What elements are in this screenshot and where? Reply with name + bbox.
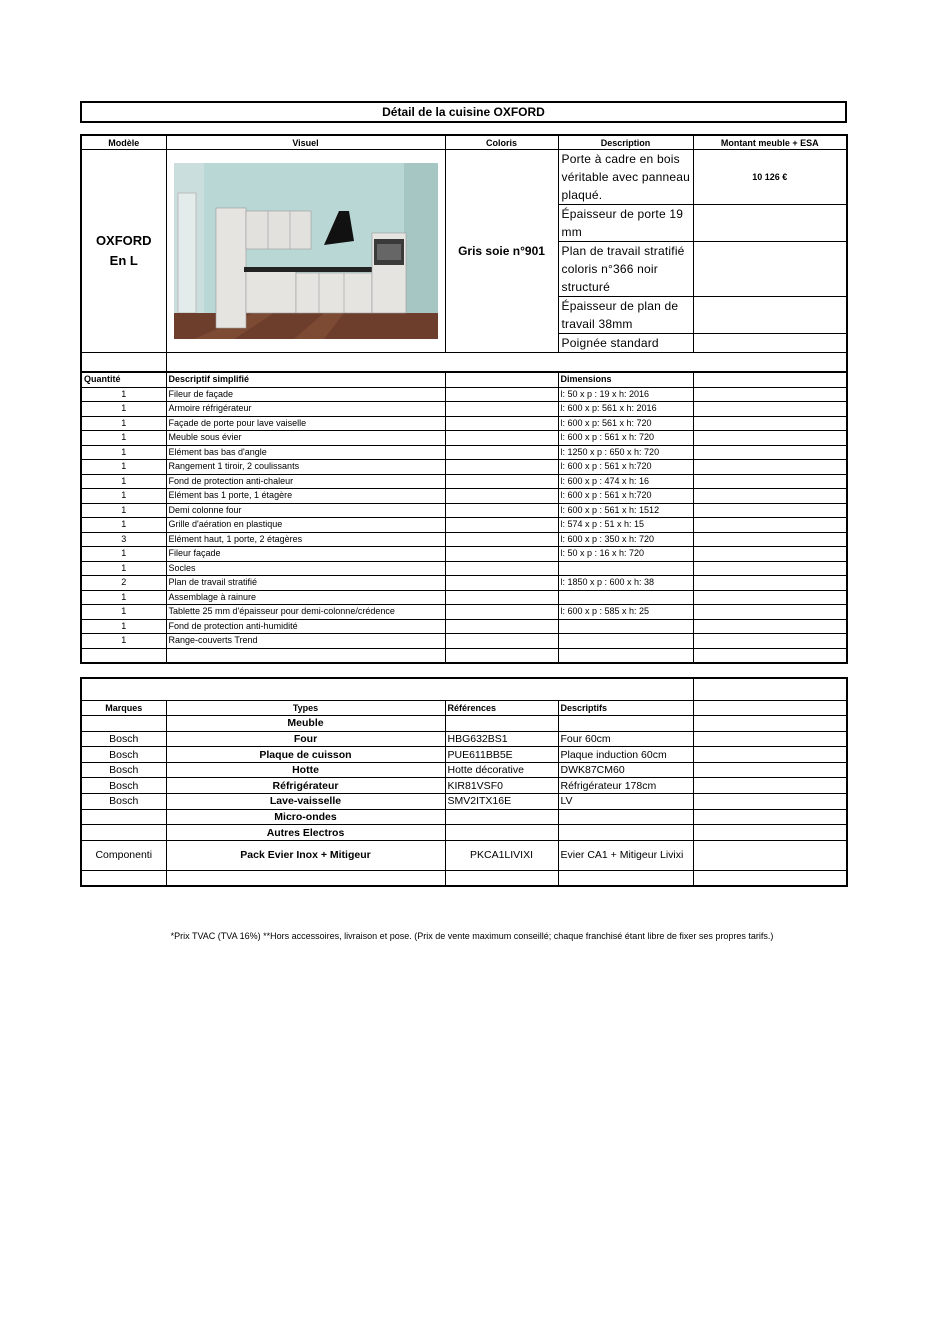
item-description: Assemblage à rainure [166,590,445,605]
description-line: Porte à cadre en bois véritable avec panneau plaqué. [558,150,693,205]
item-dimensions: l: 600 x p : 561 x h: 720 [558,431,693,446]
item-row [81,402,847,417]
header-description: Description [558,135,693,150]
componenti-ref: PKCA1LIVIXI [445,840,558,870]
item-dimensions: l: 574 x p : 51 x h: 15 [558,518,693,533]
item-description: Grille d'aération en plastique [166,518,445,533]
item-row [81,648,847,663]
item-description [166,648,445,663]
appliance-type: Four [166,731,445,747]
item-dimensions: l: 600 x p : 350 x h: 720 [558,532,693,547]
appliance-ref: SMV2ITX16E [445,794,558,810]
appliance-desc: Réfrigérateur 178cm [558,778,693,794]
item-quantity: 1 [81,547,166,562]
item-dimensions: l: 1850 x p : 600 x h: 38 [558,576,693,591]
appliance-brand: Bosch [81,747,166,763]
item-row [81,605,847,620]
item-description: Meuble sous évier [166,431,445,446]
item-dimensions: l: 600 x p : 561 x h:720 [558,489,693,504]
appliance-row [81,809,847,825]
item-dimensions: l: 1250 x p : 650 x h: 720 [558,445,693,460]
appliance-ref: KIR81VSF0 [445,778,558,794]
appliance-type: Hotte [166,762,445,778]
appliance-row [81,794,847,810]
item-quantity: 1 [81,590,166,605]
appliance-row [81,747,847,763]
item-quantity: 1 [81,431,166,446]
header-modele: Modèle [81,135,166,150]
appliances-header-row [81,700,847,716]
page-title: Détail de la cuisine OXFORD [80,101,847,123]
coloris-value: Gris soie n°901 [445,150,558,353]
item-row [81,503,847,518]
appliance-ref: PUE611BB5E [445,747,558,763]
appliance-brand [81,716,166,732]
appliance-type: Plaque de cuisson [166,747,445,763]
item-quantity: 1 [81,619,166,634]
appliance-ref: HBG632BS1 [445,731,558,747]
item-quantity: 1 [81,518,166,533]
description-line: Poignée standard [558,334,693,353]
item-quantity [81,648,166,663]
model-name: OXFORD [95,233,152,248]
item-description: Socles [166,561,445,576]
item-dimensions: l: 600 x p : 585 x h: 25 [558,605,693,620]
item-description: Range-couverts Trend [166,634,445,649]
item-row [81,634,847,649]
item-description: Demi colonne four [166,503,445,518]
appliance-ref [445,825,558,841]
item-description: Fond de protection anti-chaleur [166,474,445,489]
item-quantity: 1 [81,474,166,489]
item-row [81,431,847,446]
description-line: Épaisseur de porte 19 mm [558,205,693,242]
item-row [81,590,847,605]
visual-cell [166,150,445,353]
appliance-ref [445,809,558,825]
appliance-brand: Bosch [81,731,166,747]
appliance-type: Micro-ondes [166,809,445,825]
appliance-desc [558,809,693,825]
appliance-row [81,731,847,747]
header-quantite: Quantité [81,372,166,387]
componenti-type: Pack Evier Inox + Mitigeur [166,840,445,870]
item-row [81,460,847,475]
item-description: Rangement 1 tiroir, 2 coulissants [166,460,445,475]
item-dimensions [558,590,693,605]
appliance-brand: Bosch [81,762,166,778]
header-visuel: Visuel [166,135,445,150]
componenti-brand: Componenti [81,840,166,870]
item-row [81,474,847,489]
header-descriptif: Descriptif simplifié [166,372,445,387]
appliance-desc [558,716,693,732]
item-quantity: 1 [81,402,166,417]
item-dimensions: l: 600 x p: 561 x h: 720 [558,416,693,431]
item-dimensions [558,634,693,649]
model-cell [81,150,166,353]
item-quantity: 1 [81,489,166,504]
appliance-row [81,762,847,778]
header-types: Types [166,700,445,716]
item-dimensions [558,648,693,663]
item-row [81,576,847,591]
appliance-desc: Four 60cm [558,731,693,747]
item-description: Fileur façade [166,547,445,562]
item-row [81,416,847,431]
componenti-row [81,840,847,870]
appliance-type: Meuble [166,716,445,732]
item-dimensions [558,561,693,576]
item-quantity: 1 [81,634,166,649]
appliance-row [81,716,847,732]
item-row [81,532,847,547]
items-header-row [81,372,847,387]
description-line: Plan de travail stratifié coloris n°366 noir structuré [558,242,693,297]
item-row [81,387,847,402]
item-description: Plan de travail stratifié [166,576,445,591]
appliance-brand [81,809,166,825]
model-variant: En L [109,253,138,268]
items-table [80,371,848,664]
footnote: *Prix TVAC (TVA 16%) **Hors accessoires, livraison et pose. (Prix de vente maximum conseillé; chaque franchisé étant libre de fixer ses propres tarifs.) [170,931,774,941]
item-description: Elément bas 1 porte, 1 étagère [166,489,445,504]
appliance-row [81,825,847,841]
appliance-brand: Bosch [81,778,166,794]
appliances-table [80,677,848,887]
item-description: Fileur de façade [166,387,445,402]
header-dimensions: Dimensions [558,372,693,387]
appliance-ref [445,716,558,732]
appliance-ref: Hotte décorative [445,762,558,778]
item-row [81,445,847,460]
item-description: Armoire réfrigérateur [166,402,445,417]
item-row [81,547,847,562]
item-dimensions: l: 600 x p : 561 x h:720 [558,460,693,475]
appliance-type: Autres Electros [166,825,445,841]
item-dimensions: l: 600 x p : 474 x h: 16 [558,474,693,489]
appliance-brand: Bosch [81,794,166,810]
header-references: Références [445,700,558,716]
item-quantity: 1 [81,416,166,431]
header-coloris: Coloris [445,135,558,150]
header-marques: Marques [81,700,166,716]
product-table [80,134,848,373]
item-quantity: 1 [81,561,166,576]
item-dimensions [558,619,693,634]
item-description: Tablette 25 mm d'épaisseur pour demi-colonne/crédence [166,605,445,620]
item-quantity: 1 [81,387,166,402]
componenti-desc: Evier CA1 + Mitigeur Livixi [558,840,693,870]
appliance-desc [558,825,693,841]
appliance-row [81,778,847,794]
item-dimensions: l: 600 x p : 561 x h: 1512 [558,503,693,518]
item-quantity: 1 [81,445,166,460]
appliance-desc: DWK87CM60 [558,762,693,778]
appliance-type: Réfrigérateur [166,778,445,794]
item-quantity: 1 [81,605,166,620]
item-row [81,619,847,634]
item-quantity: 1 [81,503,166,518]
header-montant: Montant meuble + ESA [693,135,847,150]
item-dimensions: l: 600 x p: 561 x h: 2016 [558,402,693,417]
item-description: Façade de porte pour lave vaiselle [166,416,445,431]
appliance-brand [81,825,166,841]
item-quantity: 3 [81,532,166,547]
appliance-desc: Plaque induction 60cm [558,747,693,763]
item-row [81,518,847,533]
item-description: Elément haut, 1 porte, 2 étagères [166,532,445,547]
item-description: Elément bas bas d'angle [166,445,445,460]
item-row [81,561,847,576]
item-dimensions: l: 50 x p : 16 x h: 720 [558,547,693,562]
header-descriptifs: Descriptifs [558,700,693,716]
item-row [81,489,847,504]
appliance-desc: LV [558,794,693,810]
description-line: Épaisseur de plan de travail 38mm [558,297,693,334]
item-quantity: 1 [81,460,166,475]
product-header-row [81,135,847,150]
kitchen-image [174,163,438,339]
item-description: Fond de protection anti-humidité [166,619,445,634]
item-quantity: 2 [81,576,166,591]
price-value: 10 126 € [693,150,847,205]
appliance-type: Lave-vaisselle [166,794,445,810]
item-dimensions: l: 50 x p : 19 x h: 2016 [558,387,693,402]
